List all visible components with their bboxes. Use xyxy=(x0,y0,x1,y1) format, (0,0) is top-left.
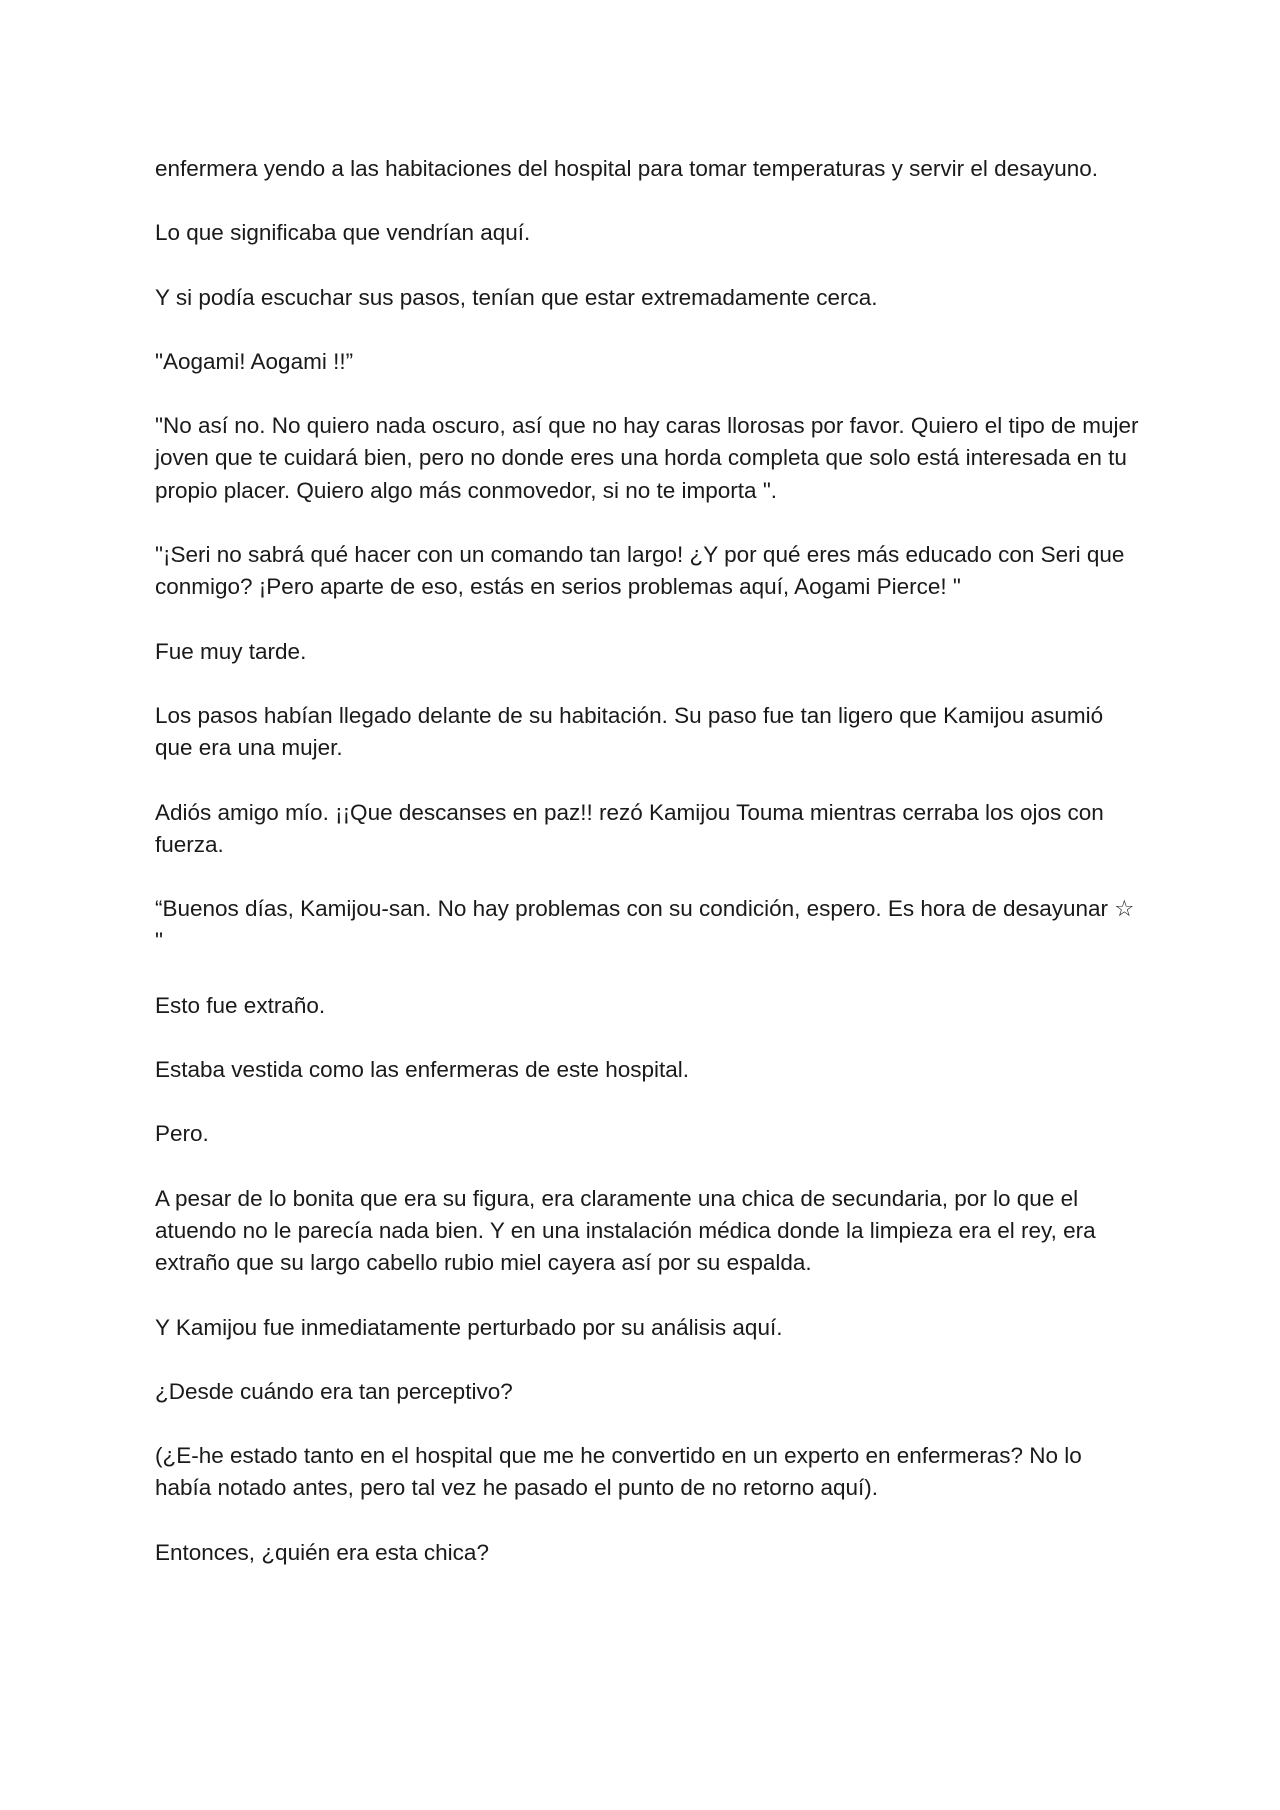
paragraph: Entonces, ¿quién era esta chica? xyxy=(155,1539,489,1565)
paragraph: Esto fue extraño. xyxy=(155,992,326,1018)
paragraph: (¿E-he estado tanto en el hospital que me he convertido en un experto en enfermeras? No lo había notado antes, pero tal vez he pasado el punto de no retorno aquí). xyxy=(155,1443,1082,1501)
document-body xyxy=(155,153,1140,1601)
paragraph: "¡Seri no sabrá qué hacer con un comando tan largo! ¿Y por qué eres más educado con Seri que conmigo? ¡Pero aparte de eso, estás en serios problemas aquí, Aogami Pierce! " xyxy=(155,542,1125,600)
paragraph: Fue muy tarde. xyxy=(155,638,307,664)
paragraph: A pesar de lo bonita que era su figura, era claramente una chica de secundaria, por lo que el atuendo no le parecía nada bien. Y en una instalación médica donde la limpieza era el rey, era extraño que su largo cabello rubio miel cayera así por su espalda. xyxy=(155,1185,1096,1276)
paragraph: enfermera yendo a las habitaciones del hospital para tomar temperaturas y servir el desayuno. xyxy=(155,156,1099,181)
paragraph: “Buenos días, Kamijou-san. No hay problemas con su condición, espero. Es hora de desayunar ☆ " xyxy=(155,896,1135,954)
paragraph: Pero. xyxy=(155,1121,209,1147)
paragraph: Lo que significaba que vendrían aquí. xyxy=(155,220,531,246)
paragraph: Los pasos habían llegado delante de su habitación. Su paso fue tan ligero que Kamijou asumió que era una mujer. xyxy=(155,702,1104,761)
paragraph: Estaba vestida como las enfermeras de este hospital. xyxy=(155,1057,690,1083)
paragraph: ¿Desde cuándo era tan perceptivo? xyxy=(155,1378,513,1404)
paragraph: Adiós amigo mío. ¡¡Que descanses en paz!! rezó Kamijou Touma mientras cerraba los ojos con fuerza. xyxy=(155,799,1104,857)
paragraph: Y Kamijou fue inmediatamente perturbado por su análisis aquí. xyxy=(155,1314,783,1340)
paragraph: "No así no. No quiero nada oscuro, así que no hay caras llorosas por favor. Quiero el tipo de mujer joven que te cuidará bien, pero no donde eres una horda completa que solo está interesada en tu propio placer. Quiero algo más conmovedor, si no te importa ". xyxy=(155,413,1139,503)
paragraph: Y si podía escuchar sus pasos, tenían que estar extremadamente cerca. xyxy=(155,284,878,310)
paragraph: "Aogami! Aogami !!” xyxy=(155,348,354,374)
